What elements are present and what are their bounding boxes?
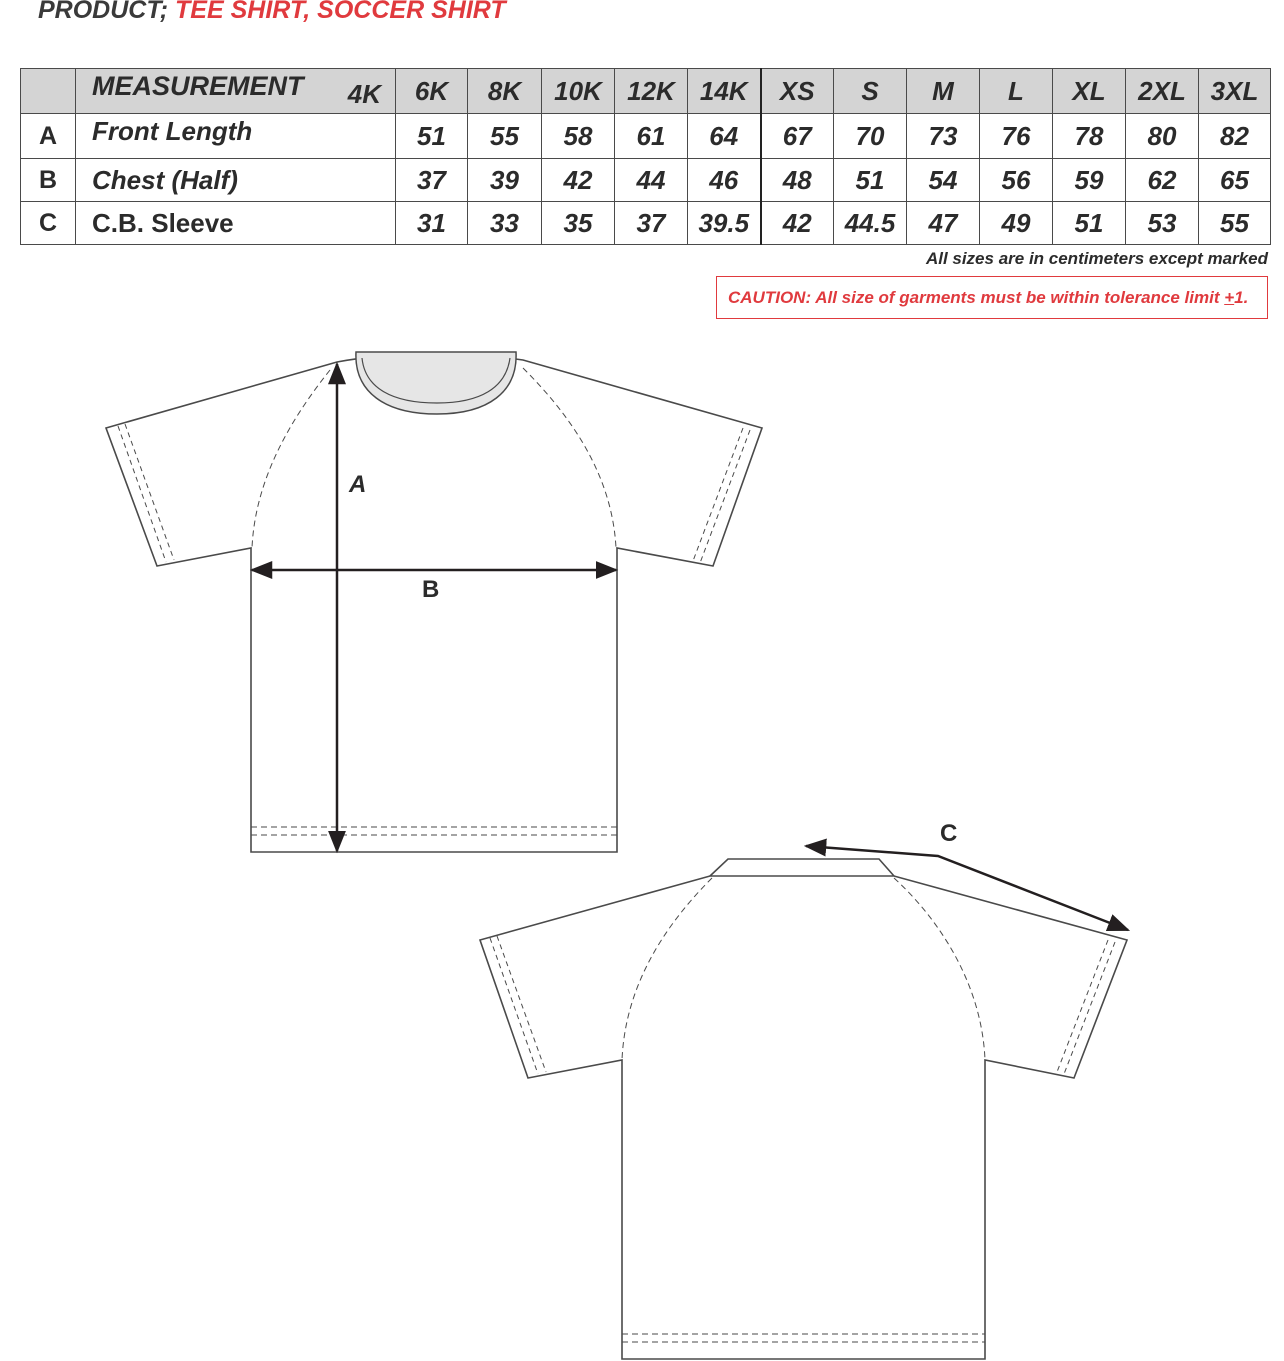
value-cell: 82	[1199, 114, 1271, 159]
value-cell: 65	[1199, 159, 1271, 202]
value-cell: 44	[615, 159, 688, 202]
value-cell: 51	[396, 114, 468, 159]
value-cell: 80	[1126, 114, 1199, 159]
back-shirt-view	[480, 820, 1128, 1359]
value-cell: 76	[980, 114, 1053, 159]
measurement-header-label: MEASUREMENT	[92, 70, 304, 101]
caution-text: CAUTION: All size of garments must be within tolerance limit	[728, 288, 1225, 307]
cb-sleeve-label: C	[940, 820, 958, 847]
size-header-3xl: 3XL	[1199, 69, 1271, 114]
size-header-10k: 10K	[542, 69, 615, 114]
back-shirt-outline	[480, 876, 1127, 1359]
value-cell: 44.5	[834, 202, 907, 245]
value-cell: 64	[688, 114, 761, 159]
front-shirt-outline	[106, 354, 762, 852]
value-cell: 51	[834, 159, 907, 202]
row-code: B	[21, 159, 76, 202]
value-cell: 70	[834, 114, 907, 159]
caution-tail: 1.	[1234, 288, 1249, 307]
value-cell: 39	[468, 159, 542, 202]
value-cell: 59	[1053, 159, 1126, 202]
row-label: Chest (Half)	[76, 159, 396, 202]
value-cell: 47	[907, 202, 980, 245]
back-neck-band	[710, 859, 894, 876]
row-code: A	[21, 114, 76, 159]
value-cell: 37	[396, 159, 468, 202]
value-cell: 46	[688, 159, 761, 202]
front-shirt-view	[106, 352, 762, 852]
value-cell: 54	[907, 159, 980, 202]
size-header-2xl: 2XL	[1126, 69, 1199, 114]
value-cell: 39.5	[688, 202, 761, 245]
units-note: All sizes are in centimeters except marked	[925, 249, 1268, 268]
value-cell: 49	[980, 202, 1053, 245]
row-label: C.B. Sleeve	[76, 202, 396, 245]
size-header-xs: XS	[761, 69, 834, 114]
size-header-6k: 6K	[396, 69, 468, 114]
value-cell: 67	[761, 114, 834, 159]
plus-minus-sign: +	[1224, 288, 1235, 307]
value-cell: 42	[761, 202, 834, 245]
value-cell: 78	[1053, 114, 1126, 159]
value-cell: 55	[468, 114, 542, 159]
value-cell: 37	[615, 202, 688, 245]
value-cell: 48	[761, 159, 834, 202]
product-name: TEE SHIRT, SOCCER SHIRT	[175, 0, 506, 24]
size-header-xl: XL	[1053, 69, 1126, 114]
value-cell: 56	[980, 159, 1053, 202]
size-header-l: L	[980, 69, 1053, 114]
value-cell: 55	[1199, 202, 1271, 245]
value-cell: 73	[907, 114, 980, 159]
front-length-label: A	[349, 471, 367, 498]
value-cell: 58	[542, 114, 615, 159]
size-header-8k: 8K	[468, 69, 542, 114]
value-cell: 33	[468, 202, 542, 245]
row-code: C	[21, 202, 76, 245]
value-cell: 53	[1126, 202, 1199, 245]
product-prefix: PRODUCT;	[38, 0, 169, 24]
value-cell: 35	[542, 202, 615, 245]
size-header-14k: 14K	[688, 69, 761, 114]
value-cell: 61	[615, 114, 688, 159]
row-label: Front Length	[76, 114, 396, 159]
chest-width-label: B	[422, 576, 440, 603]
size-header-12k: 12K	[615, 69, 688, 114]
value-cell: 31	[396, 202, 468, 245]
size-header-4k: 4K	[347, 79, 381, 109]
size-header-m: M	[907, 69, 980, 114]
size-header-s: S	[834, 69, 907, 114]
value-cell: 42	[542, 159, 615, 202]
value-cell: 51	[1053, 202, 1126, 245]
value-cell: 62	[1126, 159, 1199, 202]
